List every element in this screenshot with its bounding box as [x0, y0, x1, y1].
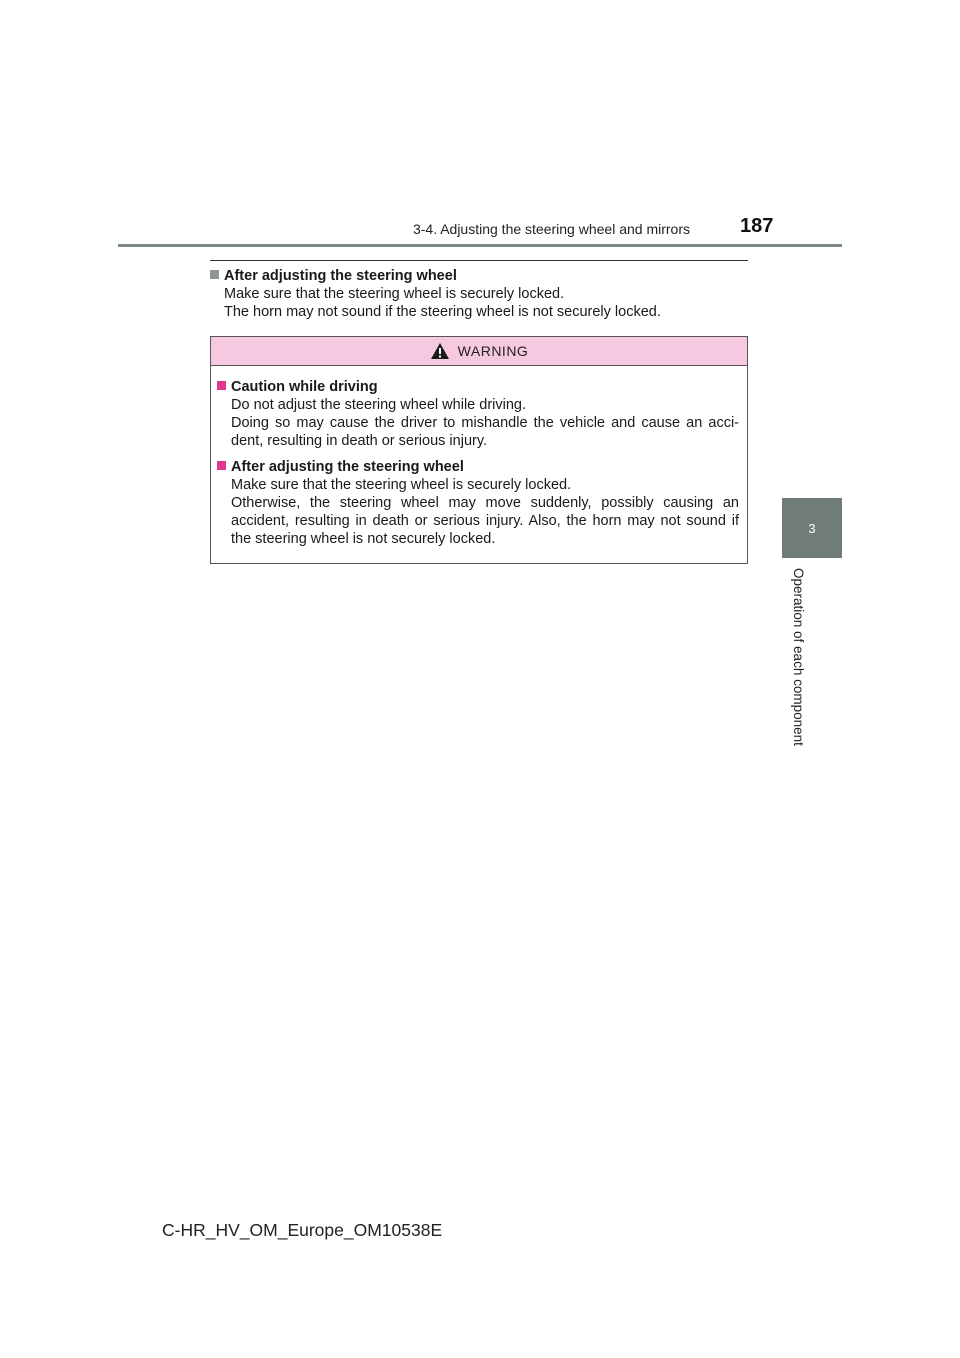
warning-body — [211, 366, 747, 548]
section-heading — [210, 267, 750, 285]
warning-header — [211, 337, 747, 366]
square-bullet-icon — [210, 270, 219, 279]
warning-item-heading — [217, 458, 739, 476]
warning-line: Make sure that the steering wheel is securely locked. — [231, 477, 572, 493]
section-body — [210, 285, 750, 321]
warning-item-heading — [217, 378, 739, 396]
warning-item — [217, 458, 739, 548]
warning-item-heading-text: Caution while driving — [231, 379, 378, 395]
footer-document-code: C-HR_HV_OM_Europe_OM10538E — [162, 1220, 443, 1240]
chapter-label: Operation of each component — [791, 568, 806, 746]
warning-line: Otherwise, the steering wheel may move suddenly, possibly causing an accident, resulting in death or serious injury. Also, the horn may not sound if the steering wheel is not securely locked. — [231, 495, 739, 547]
section-after-adjusting — [210, 267, 750, 321]
warning-box — [210, 336, 748, 564]
square-bullet-icon — [217, 381, 226, 390]
header-divider — [118, 244, 842, 247]
warning-item-heading-text: After adjusting the steering wheel — [231, 459, 464, 475]
section-line: Make sure that the steering wheel is securely locked. — [224, 286, 565, 302]
section-divider — [210, 260, 748, 261]
warning-line: Do not adjust the steering wheel while driving. — [231, 397, 526, 413]
chapter-tab[interactable] — [782, 498, 842, 558]
warning-item-body — [217, 476, 739, 548]
header-title: 3-4. Adjusting the steering wheel and mirrors — [412, 221, 690, 237]
warning-label: WARNING — [457, 343, 529, 359]
chapter-number: 3 — [808, 520, 816, 536]
square-bullet-icon — [217, 461, 226, 470]
warning-line: Doing so may cause the driver to mishandle the vehicle and cause an acci-dent, resulting in death or serious injury. — [231, 415, 739, 449]
warning-triangle-icon — [430, 342, 450, 360]
warning-item — [217, 378, 739, 450]
section-line: The horn may not sound if the steering wheel is not securely locked. — [224, 304, 661, 320]
page-number: 187 — [740, 215, 774, 237]
warning-item-body — [217, 396, 739, 450]
section-heading-text: After adjusting the steering wheel — [224, 268, 457, 284]
